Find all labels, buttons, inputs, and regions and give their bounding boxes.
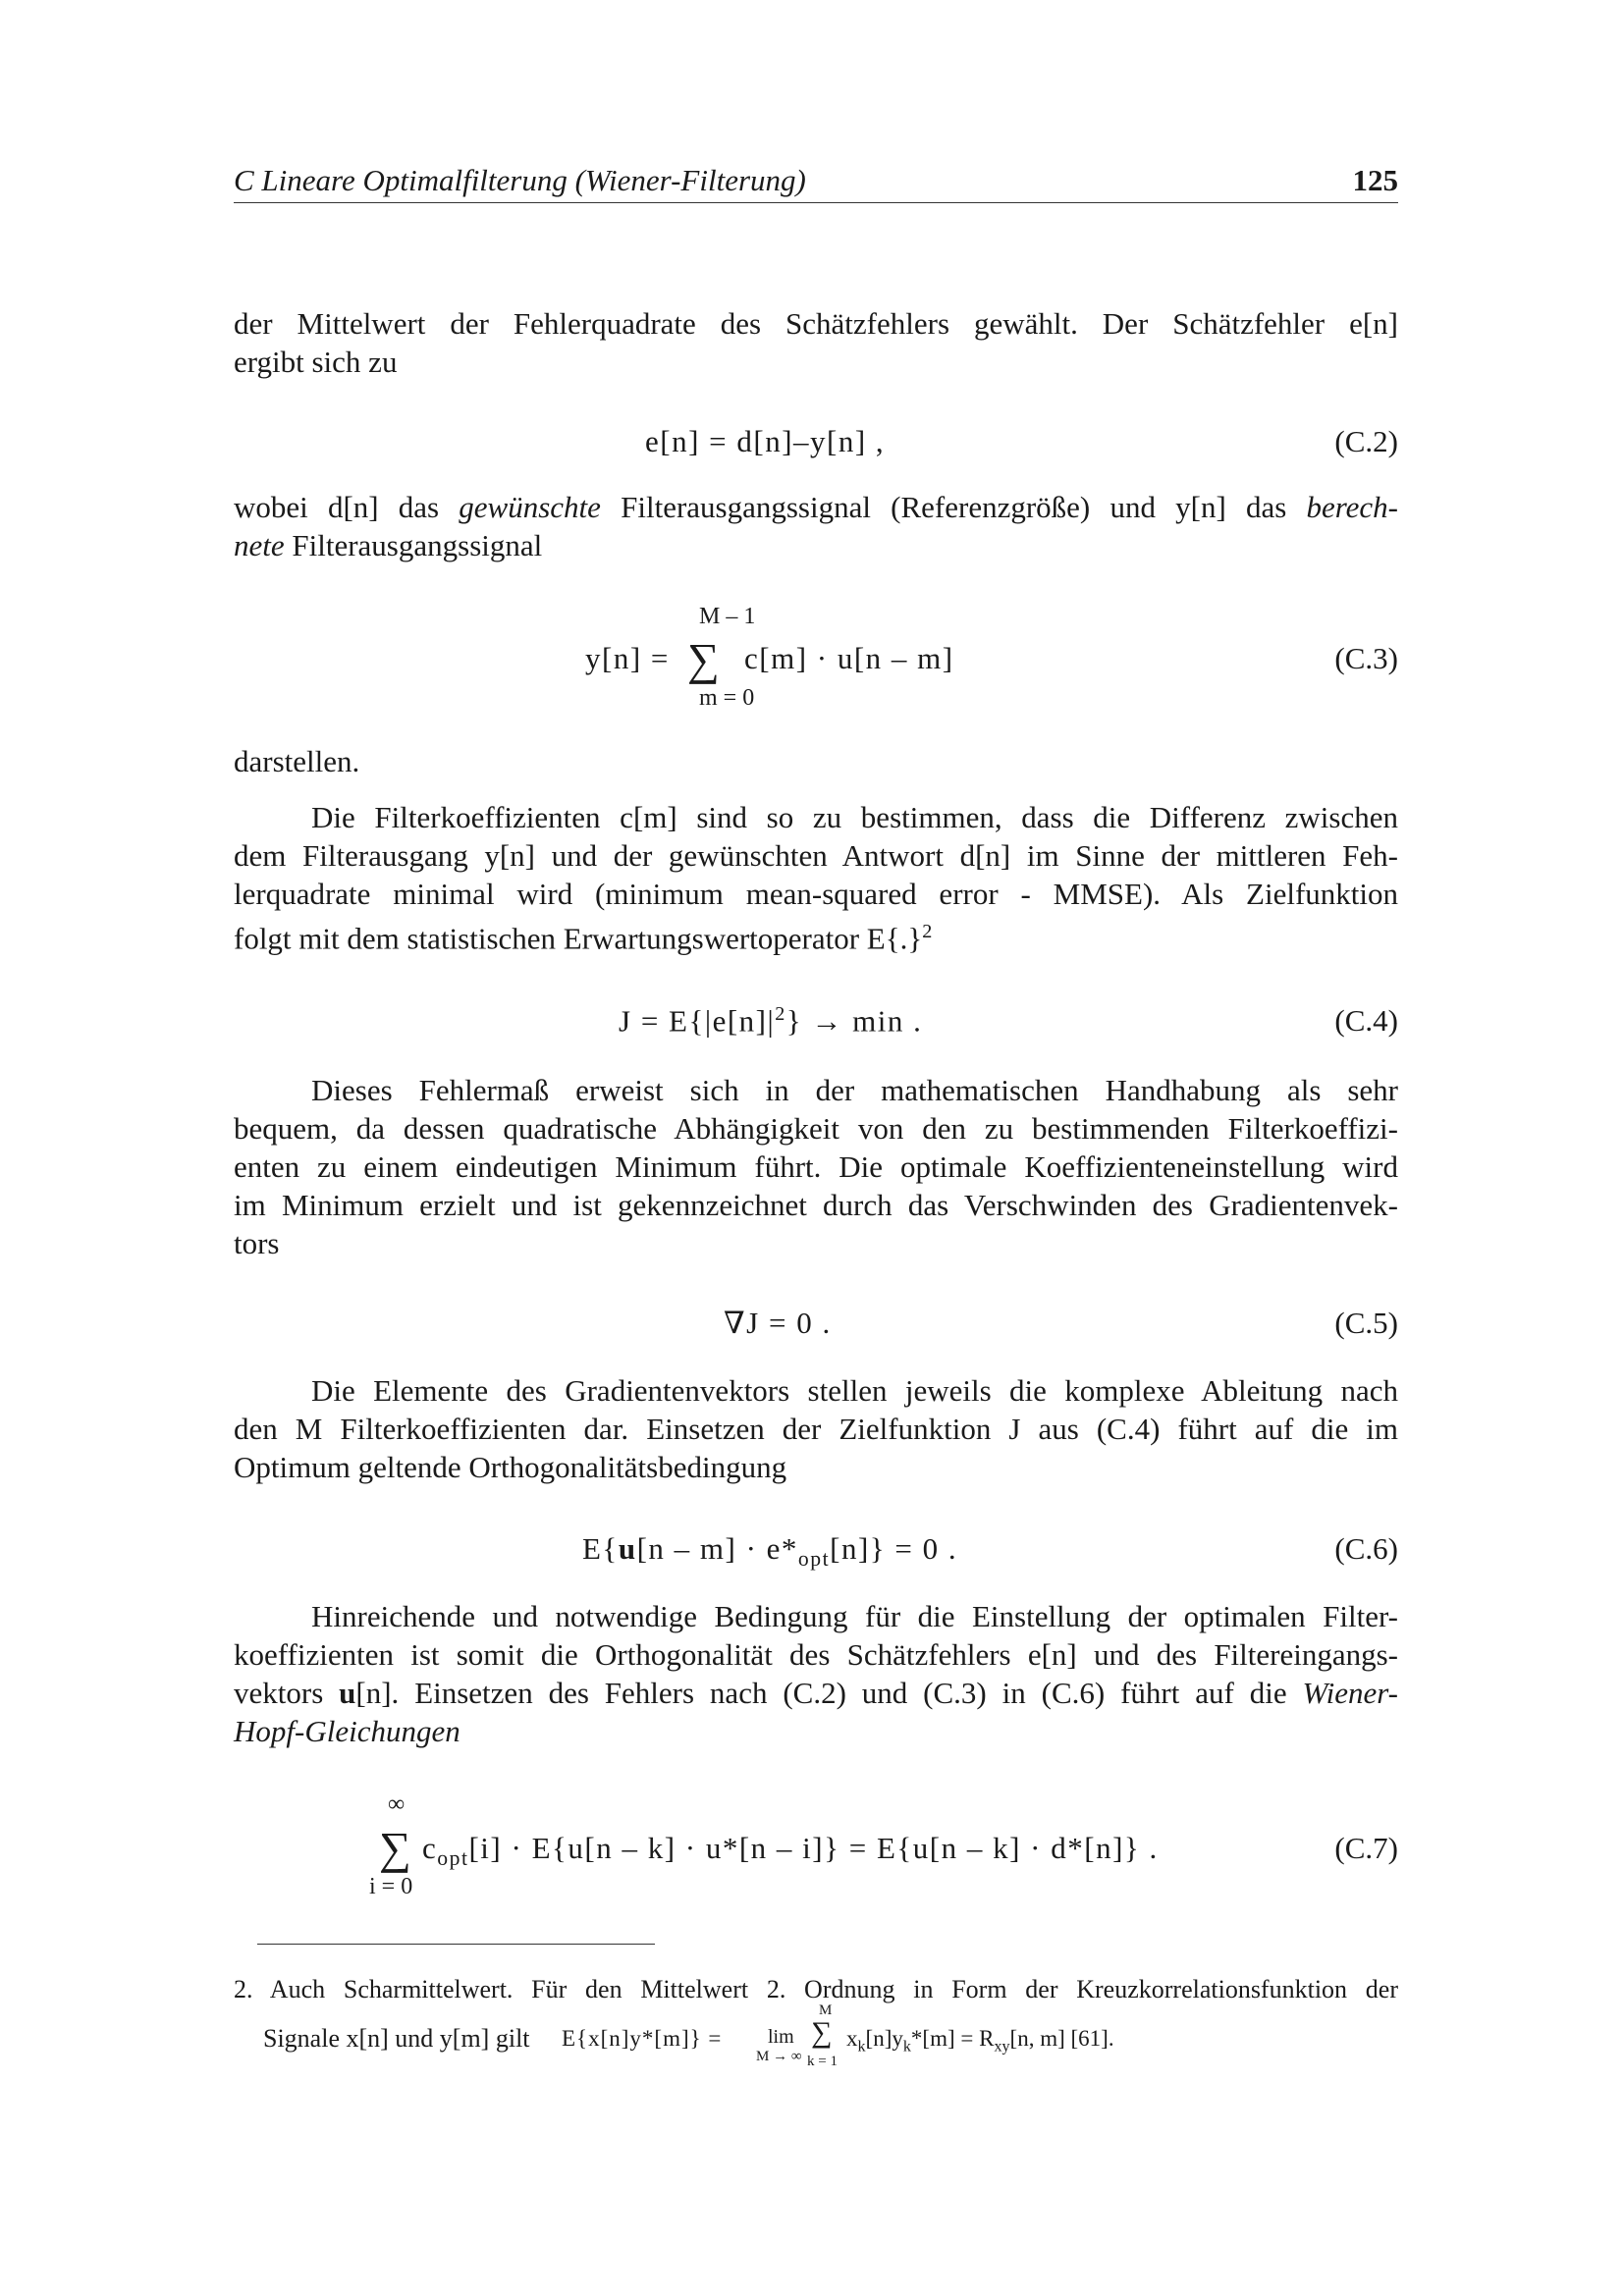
sum-upper-limit: M <box>819 2002 833 2018</box>
paragraph-2 <box>234 488 1398 564</box>
text-line: bequem, da dessen quadratische Abhängigkeit von den zu bestimmenden Filterkoeffizi- <box>234 1111 1398 1146</box>
sum-lower-limit: i = 0 <box>369 1874 413 1899</box>
paragraph-7 <box>234 1597 1398 1750</box>
equation-number: (C.3) <box>1334 641 1398 675</box>
limit-operator: lim <box>768 2026 794 2048</box>
equation-body: $c_{opt}[i] \cdot E\{u[n - k] \cdot u*[n - i]\} = E\{u[n - k] \cdot d*[n]\}$ . <box>422 1831 1159 1871</box>
emphasis: gewünschte <box>459 490 601 524</box>
text-line: vektors u[n]. Einsetzen des Fehlers nach (C.2) und (C.3) in (C.6) führt auf die Wiener- <box>234 1676 1398 1710</box>
equation-c7 <box>234 1791 1398 1899</box>
equation-c5 <box>234 1306 1398 1364</box>
equation-c3 <box>234 604 1398 712</box>
limit-subscript: M → ∞ <box>756 2049 802 2064</box>
text-line: Die Elemente des Gradientenvektors stellen jeweils die komplexe Ableitung nach <box>311 1373 1398 1408</box>
text-line: tors <box>234 1226 280 1260</box>
paragraph-4 <box>234 798 1398 957</box>
footnote-term: $x_k[n]y_k*[m] = R_{xy}[n$, m] [61]. <box>846 2026 1114 2056</box>
text-line: Die Filterkoeffizienten c[m] sind so zu bestimmen, dass die Differenz zwischen <box>311 800 1398 834</box>
equation-body: e[n] = d[n]–y[n] , <box>645 424 886 458</box>
emphasis: nete <box>234 528 285 562</box>
equation-rhs: c[m] · u[n – m] <box>744 641 954 675</box>
text-line: lerquadrate minimal wird (minimum mean-squared error - MMSE). Als Zielfunktion <box>234 877 1398 911</box>
text-line: koeffizienten ist somit die Orthogonalität des Schätzfehlers e[n] und des Filtereingangs- <box>234 1637 1398 1672</box>
running-header <box>234 159 1398 203</box>
summation-symbol: ∑ <box>687 634 720 684</box>
paragraph-1 <box>234 304 1398 381</box>
equation-number: (C.2) <box>1334 424 1398 458</box>
sum-upper-limit: ∞ <box>388 1791 406 1817</box>
equation-number: (C.6) <box>1334 1531 1398 1566</box>
bold-vector: u <box>339 1676 356 1710</box>
equation-number: (C.4) <box>1334 1003 1398 1038</box>
text-line: dem Filterausgang y[n] und der gewünschten Antwort d[n] im Sinne der mittleren Feh- <box>234 838 1398 873</box>
equation-c4 <box>234 1003 1398 1062</box>
text-line: nete Filterausgangssignal <box>234 528 543 562</box>
equation-lhs: y[n] = <box>585 641 670 675</box>
footnote-rule <box>257 1944 655 1945</box>
equation-number: (C.7) <box>1334 1831 1398 1865</box>
text-line: der Mittelwert der Fehlerquadrate des Schätzfehlers gewählt. Der Schätzfehler e[n] <box>234 306 1398 341</box>
text-line: Dieses Fehlermaß erweist sich in der mathematischen Handhabung als sehr <box>311 1073 1398 1107</box>
paragraph-6 <box>234 1371 1398 1486</box>
text-line: Hinreichende und notwendige Bedingung für die Einstellung der optimalen Filter- <box>311 1599 1398 1633</box>
emphasis: Hopf-Gleichungen <box>234 1714 460 1748</box>
paragraph-5 <box>234 1071 1398 1262</box>
footnote-expression: E{x[n]y*[m]} = <box>562 2026 723 2051</box>
footnote-ref: 2 <box>922 921 933 942</box>
page-number: 125 <box>1352 163 1398 197</box>
equation-body: $J = E\{|e[n]|^2\} \to \min$ . <box>619 1003 923 1039</box>
text-line: Optimum geltende Orthogonalitätsbedingung <box>234 1450 787 1484</box>
equation-c6 <box>234 1531 1398 1590</box>
text-line: enten zu einem eindeutigen Minimum führt. Die optimale Koeffizienteneinstellung wird <box>234 1149 1398 1184</box>
sum-lower-limit: m = 0 <box>699 685 755 711</box>
footnote-text: Signale x[n] und y[m] gilt <box>263 2024 530 2053</box>
text-line: den M Filterkoeffizienten dar. Einsetzen der Zielfunktion J aus (C.4) führt auf die im <box>234 1412 1398 1446</box>
summation-symbol: ∑ <box>811 2016 833 2049</box>
text-line: ergibt sich zu <box>234 345 398 379</box>
emphasis: Wiener- <box>1302 1676 1398 1710</box>
text-line: darstellen. <box>234 744 360 778</box>
emphasis: berech- <box>1306 490 1398 524</box>
sum-upper-limit: M – 1 <box>699 604 756 629</box>
summation-symbol: ∑ <box>379 1823 411 1873</box>
header-title: C Lineare Optimalfilterung (Wiener-Filterung) <box>234 163 806 197</box>
text-line: im Minimum erzielt und ist gekennzeichnet durch das Verschwinden des Gradientenvek- <box>234 1188 1398 1222</box>
paragraph-3 <box>234 742 1398 780</box>
text-line: wobei d[n] das gewünschte Filterausgangssignal (Referenzgröße) und y[n] das berech- <box>234 490 1398 524</box>
equation-c2 <box>234 424 1398 483</box>
equation-body: $E\{u[n - m] \cdot e*_{opt}[n]\} = 0$ . <box>582 1531 958 1572</box>
text-line: folgt mit dem statistischen Erwartungswertoperator E{.}$^2$ <box>234 921 933 956</box>
equation-number: (C.5) <box>1334 1306 1398 1340</box>
equation-body: ∇J = 0 . <box>724 1306 832 1340</box>
footnote-line-1: 2. Auch Scharmittelwert. Für den Mittelwert 2. Ordnung in Form der Kreuzkorrelationsfunktion der <box>234 1975 1398 2003</box>
text-line <box>234 1712 1398 1750</box>
sum-lower-limit: k = 1 <box>807 2054 838 2069</box>
